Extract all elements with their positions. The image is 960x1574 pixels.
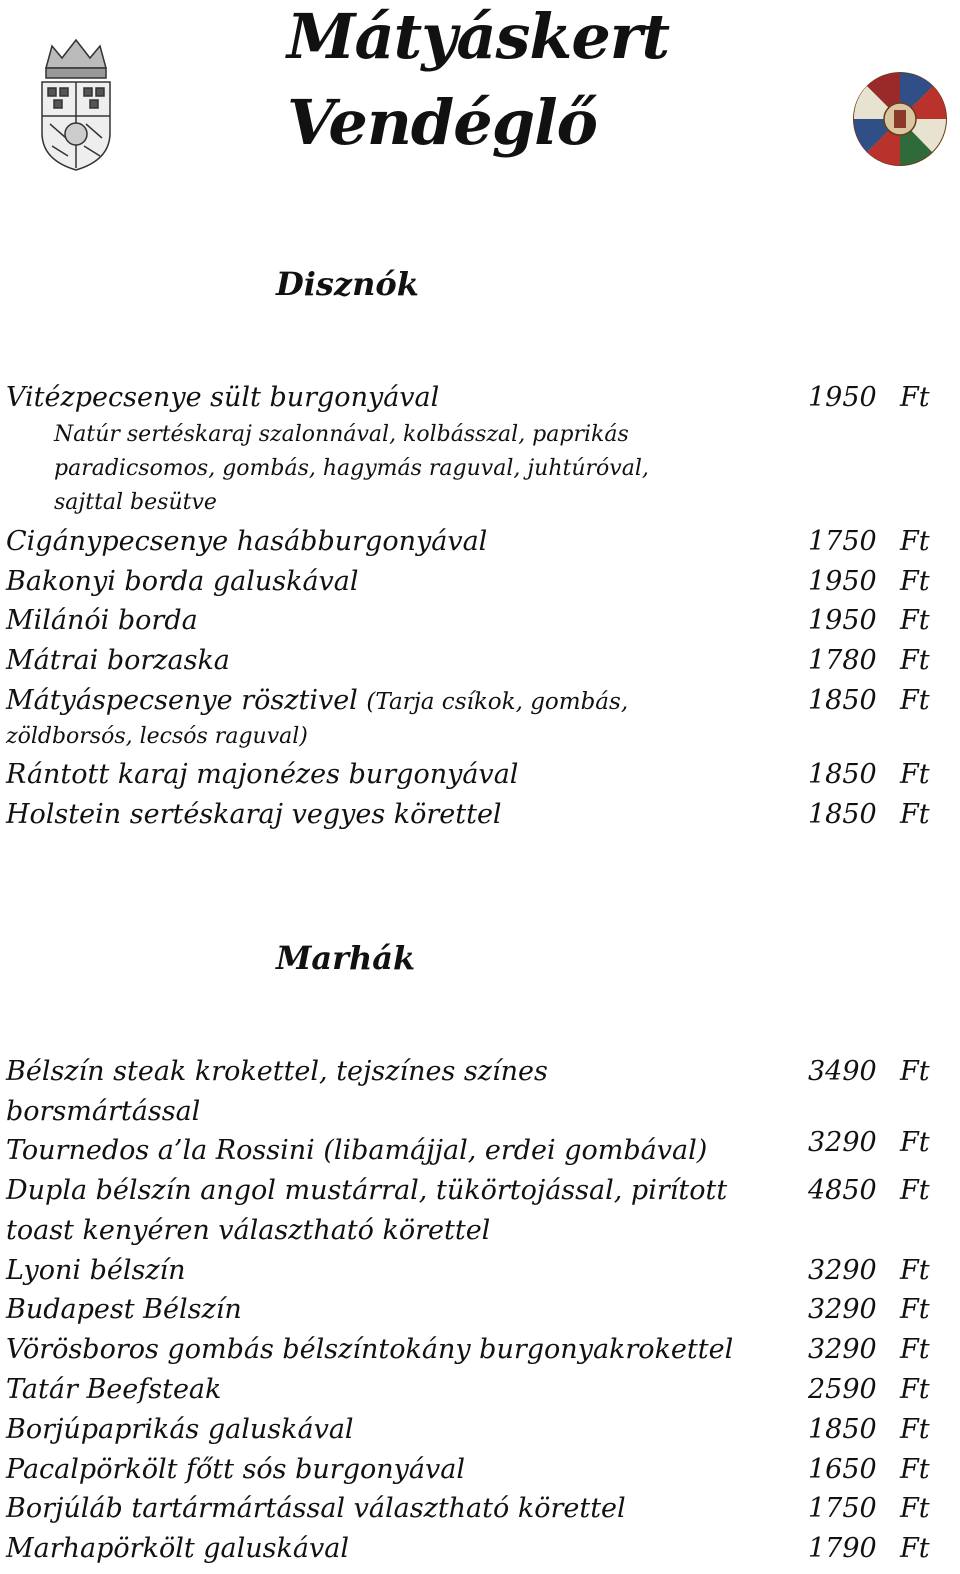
description-line: paradicsomos, gombás, hagymás raguval, juhtúróval, [54,456,649,481]
menu-item-currency: Ft [900,1374,930,1405]
menu-item-currency: Ft [900,1334,930,1365]
menu-item-name: Vörösboros gombás bélszíntokány burgonyakrokettel [6,1334,734,1365]
menu-item-price: 3290 [808,1294,877,1325]
menu-item-name: Dupla bélszín angol mustárral, tükörtojással, pirított [6,1175,728,1206]
menu-item-name: Tatár Beefsteak [6,1374,222,1405]
menu-item-price: 1850 [808,799,877,830]
menu-item-price: 3290 [808,1334,877,1365]
menu-item-currency: Ft [900,799,930,830]
menu-item-currency: Ft [900,759,930,790]
menu-item-name: Bakonyi borda galuskával [6,566,359,597]
description-line: Natúr sertéskaraj szalonnával, kolbásszal, paprikás [54,422,629,447]
menu-item-name: Cigánypecsenye hasábburgonyával [6,526,488,557]
menu-item-name: Borjúláb tartármártással választható körettel [6,1493,626,1524]
menu-item-name: Holstein sertéskaraj vegyes körettel [6,799,502,830]
menu-item-name: Lyoni bélszín [6,1255,186,1286]
menu-item-price: 2590 [808,1374,877,1405]
menu-item-currency: Ft [900,645,930,676]
menu-item-name-continuation: zöldborsós, lecsós raguval) [6,724,308,749]
menu-item-currency: Ft [900,1493,930,1524]
menu-item-name: Milánói borda [6,605,198,636]
menu-item-price: 1950 [808,382,877,413]
round-flag-seal-icon [850,70,950,168]
menu-item-name: Vitézpecsenye sült burgonyával [6,382,440,413]
menu-item-name-main: Mátyáspecsenye rösztivel [6,685,358,716]
menu-item-currency: Ft [900,1533,930,1564]
menu-item-price: 4850 [808,1175,877,1206]
menu-item-name [6,681,628,722]
page-title-line-2: Vendéglő [287,86,597,159]
section-heading-disznok: Disznók [276,265,419,303]
menu-item-name-continuation: borsmártással [6,1096,201,1127]
menu-item-price: 1950 [808,605,877,636]
menu-item-price: 1850 [808,759,877,790]
section-heading-marhak: Marhák [276,939,416,977]
menu-item-price: 1650 [808,1454,877,1485]
menu-item-name: Mátrai borzaska [6,645,230,676]
menu-item-price: 1850 [808,1414,877,1445]
menu-item-name: Rántott karaj majonézes burgonyával [6,759,519,790]
menu-item-price: 1850 [808,685,877,716]
description-line: sajttal besütve [54,490,217,515]
menu-item-currency: Ft [900,566,930,597]
menu-item-currency: Ft [900,382,930,413]
menu-item-name: Borjúpaprikás galuskával [6,1414,354,1445]
menu-item-price: 3290 [808,1127,877,1158]
menu-item-price: 1790 [808,1533,877,1564]
menu-item-name-continuation: toast kenyéren választható körettel [6,1215,491,1246]
menu-item-currency: Ft [900,605,930,636]
menu-item-currency: Ft [900,1255,930,1286]
menu-item-name: Marhapörkölt galuskával [6,1533,349,1564]
menu-item-currency: Ft [900,1175,930,1206]
menu-item-price: 1950 [808,566,877,597]
menu-item-price: 3490 [808,1056,877,1087]
menu-item-currency: Ft [900,1294,930,1325]
menu-item-name: Tournedos a’la Rossini (libamájjal, erdei gombával) [6,1135,708,1166]
menu-item-currency: Ft [900,685,930,716]
menu-item-currency: Ft [900,1454,930,1485]
menu-item-currency: Ft [900,1414,930,1445]
page-title-line-1: Mátyáskert [286,0,670,73]
menu-item-name: Pacalpörkölt főtt sós burgonyával [6,1454,465,1485]
menu-item-currency: Ft [900,526,930,557]
menu-item-name: Budapest Bélszín [6,1294,242,1325]
coat-of-arms-crest-icon [36,38,116,173]
menu-item-name: Bélszín steak krokettel, tejszínes színes [6,1056,548,1087]
menu-item-currency: Ft [900,1056,930,1087]
menu-item-currency: Ft [900,1127,930,1158]
menu-item-price: 1780 [808,645,877,676]
menu-item-price: 1750 [808,1493,877,1524]
menu-item-description [54,418,674,520]
menu-item-price: 3290 [808,1255,877,1286]
menu-item-price: 1750 [808,526,877,557]
menu-item-name-extra: (Tarja csíkok, gombás, [366,689,629,715]
